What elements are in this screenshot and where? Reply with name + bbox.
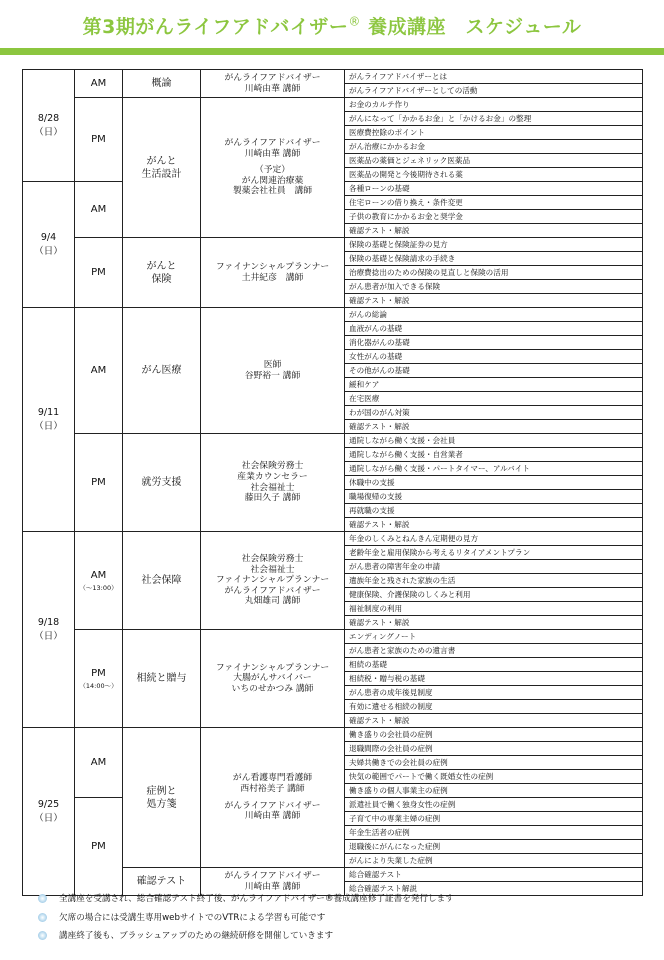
lecturer-cell: 社会保険労務士 産業カウンセラー 社会福祉士 藤田久子 講師 [201,434,345,532]
topic-cell: 血液がんの基礎 [345,322,643,336]
registered-mark: ® [348,14,361,29]
date-cell: 9/25 （日） [23,728,75,896]
category-cell: がんと 生活設計 [123,98,201,238]
topic-cell: お金のカルテ作り [345,98,643,112]
topic-cell: 休職中の支援 [345,476,643,490]
topic-cell: その他がんの基礎 [345,364,643,378]
pm-cell: PM （14:00～） [75,630,123,728]
topic-cell: 医薬品の薬価とジェネリック医薬品 [345,154,643,168]
pm-cell: PM [75,798,123,896]
topic-cell: 退職間際の会社員の症例 [345,742,643,756]
topic-cell: 確認テスト・解説 [345,616,643,630]
am-cell: AM [75,70,123,98]
topic-cell: 総合確認テスト解説 [345,882,643,896]
topic-cell: 相続税・贈与税の基礎 [345,672,643,686]
lecturer-cell: ファイナンシャルプランナー 土井紀彦 講師 [201,238,345,308]
notes-list [38,892,454,948]
topic-cell: 派遣社員で働く独身女性の症例 [345,798,643,812]
date-cell: 9/4 （日） [23,182,75,308]
note-item: 全講座を受講され、総合確認テスト終了後、がんライフアドバイザー®養成講座修了証書を発行します [38,892,454,911]
category-cell: 相続と贈与 [123,630,201,728]
lecturer-cell: がんライフアドバイザー 川崎由華 講師 [201,868,345,896]
bullet-icon [38,913,47,922]
topic-cell: 医薬品の開発と今後期待される薬 [345,168,643,182]
topic-cell: がん患者の障害年金の申請 [345,560,643,574]
topic-cell: がんの総論 [345,308,643,322]
topic-cell: 通院しながら働く支援・パートタイマー、アルバイト [345,462,643,476]
table-row [23,238,643,252]
topic-cell: がん患者の成年後見制度 [345,686,643,700]
category-cell: がん医療 [123,308,201,434]
category-cell: 概論 [123,70,201,98]
topic-cell: 保険の基礎と保険請求の手続き [345,252,643,266]
topic-cell: 退職後にがんになった症例 [345,840,643,854]
lecturer-cell: がんライフアドバイザー 川崎由華 講師 （予定） がん関連治療薬 製薬会社社員 講師 [201,98,345,238]
note-item: 講座終了後も、ブラッシュアップのための継続研修を開催していきます [38,929,454,948]
topic-cell: 在宅医療 [345,392,643,406]
topic-cell: 福祉制度の利用 [345,602,643,616]
topic-cell: 総合確認テスト [345,868,643,882]
date-cell: 8/28 （日） [23,70,75,182]
topic-cell: がん患者が加入できる保険 [345,280,643,294]
bullet-icon [38,931,47,940]
date-cell: 9/18 （日） [23,532,75,728]
topic-cell: がん治療にかかるお金 [345,140,643,154]
topic-cell: 子育て中の専業主婦の症例 [345,812,643,826]
title-underline-bar [0,48,664,55]
topic-cell: 健康保険、介護保険のしくみと利用 [345,588,643,602]
am-cell: AM [75,182,123,238]
pm-cell: PM [75,238,123,308]
category-cell: 社会保障 [123,532,201,630]
topic-cell: エンディングノート [345,630,643,644]
topic-cell: 有効に遺せる相続の制度 [345,700,643,714]
topic-cell: 快気の範囲でパートで働く既婚女性の症例 [345,770,643,784]
topic-cell: がんライフアドバイザーとは [345,70,643,84]
topic-cell: 女性がんの基礎 [345,350,643,364]
topic-cell: がんにより失業した症例 [345,854,643,868]
topic-cell: 確認テスト・解説 [345,714,643,728]
topic-cell: がん患者と家族のための遺言書 [345,644,643,658]
table-row [23,630,643,644]
pm-cell: PM [75,434,123,532]
topic-cell: わが国のがん対策 [345,406,643,420]
topic-cell: 遺族年金と残された家族の生活 [345,574,643,588]
topic-cell: 治療費捻出のための保険の見直しと保険の活用 [345,266,643,280]
table-row [23,308,643,322]
topic-cell: 通院しながら働く支援・自営業者 [345,448,643,462]
topic-cell: 年金生活者の症例 [345,826,643,840]
lecturer-cell: 医師 谷野裕一 講師 [201,308,345,434]
topic-cell: 保険の基礎と保険証券の見方 [345,238,643,252]
category-cell: がんと 保険 [123,238,201,308]
category-cell: 就労支援 [123,434,201,532]
topic-cell: 再就職の支援 [345,504,643,518]
table-row [23,98,643,112]
topic-cell: がんライフアドバイザーとしての活動 [345,84,643,98]
am-cell: AM [75,728,123,798]
note-item: 欠席の場合には受講生専用webサイトでのVTRによる学習も可能です [38,911,454,930]
lecturer-cell: ファイナンシャルプランナー 大腸がんサバイバー いちのせかつみ 講師 [201,630,345,728]
table-row [23,70,643,84]
category-cell: 確認テスト [123,868,201,896]
topic-cell: 確認テスト・解説 [345,294,643,308]
topic-cell: 住宅ローンの借り換え・条件変更 [345,196,643,210]
lecturer-cell: がんライフアドバイザー 川崎由華 講師 [201,70,345,98]
bullet-icon [38,894,47,903]
am-cell: AM （～13:00） [75,532,123,630]
topic-cell: 働き盛りの個人事業主の症例 [345,784,643,798]
topic-cell: 確認テスト・解説 [345,420,643,434]
topic-cell: 相続の基礎 [345,658,643,672]
date-cell: 9/11 （日） [23,308,75,532]
am-cell: AM [75,308,123,434]
topic-cell: がんになって「かかるお金」と「かけるお金」の整理 [345,112,643,126]
topic-cell: 老齢年金と雇用保険から考えるリタイアメントプラン [345,546,643,560]
table-row [23,728,643,742]
topic-cell: 各種ローンの基礎 [345,182,643,196]
topic-cell: 職場復帰の支援 [345,490,643,504]
schedule-table [22,69,643,896]
topic-cell: 夫婦共働きでの会社員の症例 [345,756,643,770]
table-row [23,434,643,448]
page-title: 第3期がんライフアドバイザー® 養成講座 スケジュール [82,14,582,38]
topic-cell: 緩和ケア [345,378,643,392]
category-cell: 症例と 処方箋 [123,728,201,868]
topic-cell: 通院しながら働く支援・会社員 [345,434,643,448]
topic-cell: 消化器がんの基礎 [345,336,643,350]
topic-cell: 子供の教育にかかるお金と奨学金 [345,210,643,224]
lecturer-cell: 社会保険労務士 社会福祉士 ファイナンシャルプランナー がんライフアドバイザー 丸畑雄司 講師 [201,532,345,630]
table-row [23,532,643,546]
topic-cell: 年金のしくみとねんきん定期便の見方 [345,532,643,546]
topic-cell: 確認テスト・解説 [345,224,643,238]
topic-cell: 働き盛りの会社員の症例 [345,728,643,742]
topic-cell: 確認テスト・解説 [345,518,643,532]
pm-cell: PM [75,98,123,182]
lecturer-cell: がん看護専門看護師 西村裕美子 講師 がんライフアドバイザー 川崎由華 講師 [201,728,345,868]
topic-cell: 医療費控除のポイント [345,126,643,140]
